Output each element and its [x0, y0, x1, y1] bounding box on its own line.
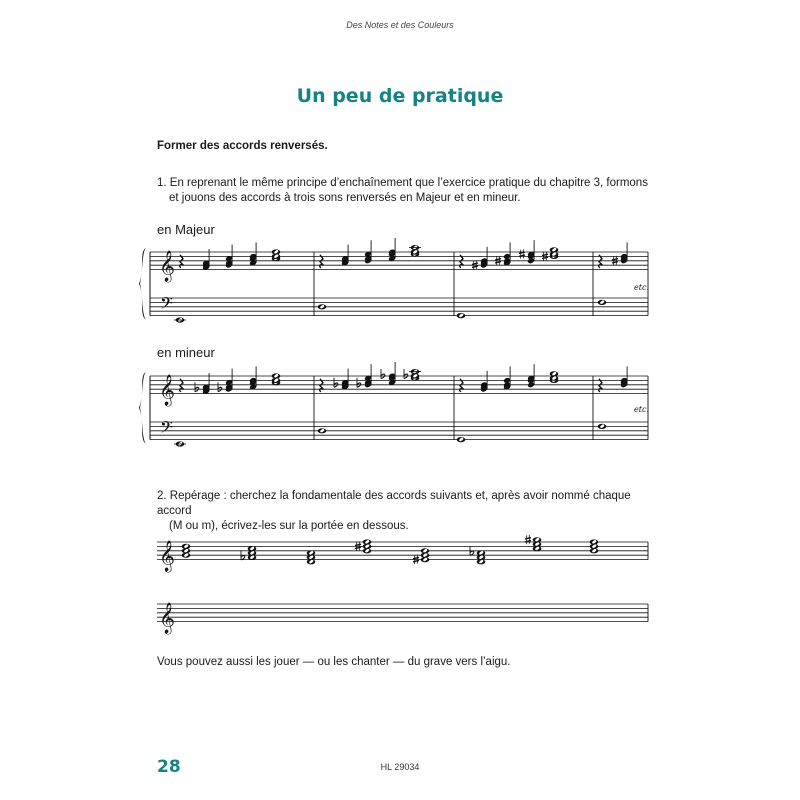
- exercise-2-line-1: 2. Repérage : cherchez la fondamentale des accords suivants et, après avoir nommé chaque accord: [157, 490, 631, 517]
- exercise-1-line-2: et jouons des accords à trois sons renversés en Majeur et en mineur.: [169, 192, 521, 204]
- label-minor: en mineur: [157, 345, 215, 360]
- etc-label: etc.: [634, 283, 649, 292]
- flat-icon: [218, 382, 222, 392]
- staff: [157, 604, 648, 622]
- brace-icon: [139, 248, 146, 320]
- note: [421, 548, 430, 553]
- note: [318, 428, 327, 433]
- treble-clef-icon: 𝄞: [159, 374, 175, 406]
- treble-clef-icon: 𝄞: [159, 250, 175, 282]
- brace-icon: [139, 372, 146, 444]
- flat-icon: [334, 378, 338, 388]
- catalog-code: HL 29034: [380, 762, 420, 772]
- note: [318, 304, 327, 309]
- section-heading: Former des accords renversés.: [157, 140, 328, 152]
- etc-label: etc.: [634, 405, 649, 414]
- staff: [150, 252, 648, 270]
- note: [272, 373, 281, 378]
- note: [272, 249, 281, 254]
- note: [248, 546, 257, 551]
- flat-icon: [357, 378, 361, 388]
- note: [457, 437, 466, 442]
- staff: [150, 422, 648, 440]
- exercise-2-line-2: (M ou m), écrivez-les sur la portée en dessous.: [169, 520, 409, 532]
- label-major: en Majeur: [157, 222, 215, 237]
- sharp-icon: [525, 535, 531, 545]
- page-number: 28: [157, 757, 181, 777]
- note: [363, 539, 372, 544]
- note: [182, 544, 191, 549]
- running-header: Des Notes et des Couleurs: [346, 20, 454, 30]
- note: [533, 537, 542, 542]
- bass-clef-icon: 𝄢: [160, 293, 173, 318]
- note: [598, 424, 607, 429]
- treble-clef-icon: 𝄞: [159, 540, 175, 572]
- note: [457, 313, 466, 318]
- note: [590, 539, 599, 544]
- exercise-1-line-1: 1. En reprenant le même principe d’enchaînement que l’exercice pratique du chapitre 3, formons: [157, 177, 648, 189]
- staff: [157, 542, 648, 560]
- page-title: Un peu de pratique: [296, 85, 504, 107]
- note: [550, 247, 559, 252]
- bass-clef-icon: 𝄢: [160, 417, 173, 442]
- note: [550, 371, 559, 376]
- treble-clef-icon: 𝄞: [159, 602, 175, 634]
- staff: [150, 298, 648, 316]
- flat-icon: [195, 382, 199, 392]
- flat-icon: [381, 369, 385, 379]
- note: [477, 550, 486, 555]
- flat-icon: [404, 369, 408, 379]
- staff: [150, 376, 648, 394]
- sharp-icon: [519, 249, 525, 259]
- note: [598, 300, 607, 305]
- note: [307, 550, 316, 555]
- practice-note: Vous pouvez aussi les jouer — ou les chanter — du grave vers l’aigu.: [157, 656, 511, 668]
